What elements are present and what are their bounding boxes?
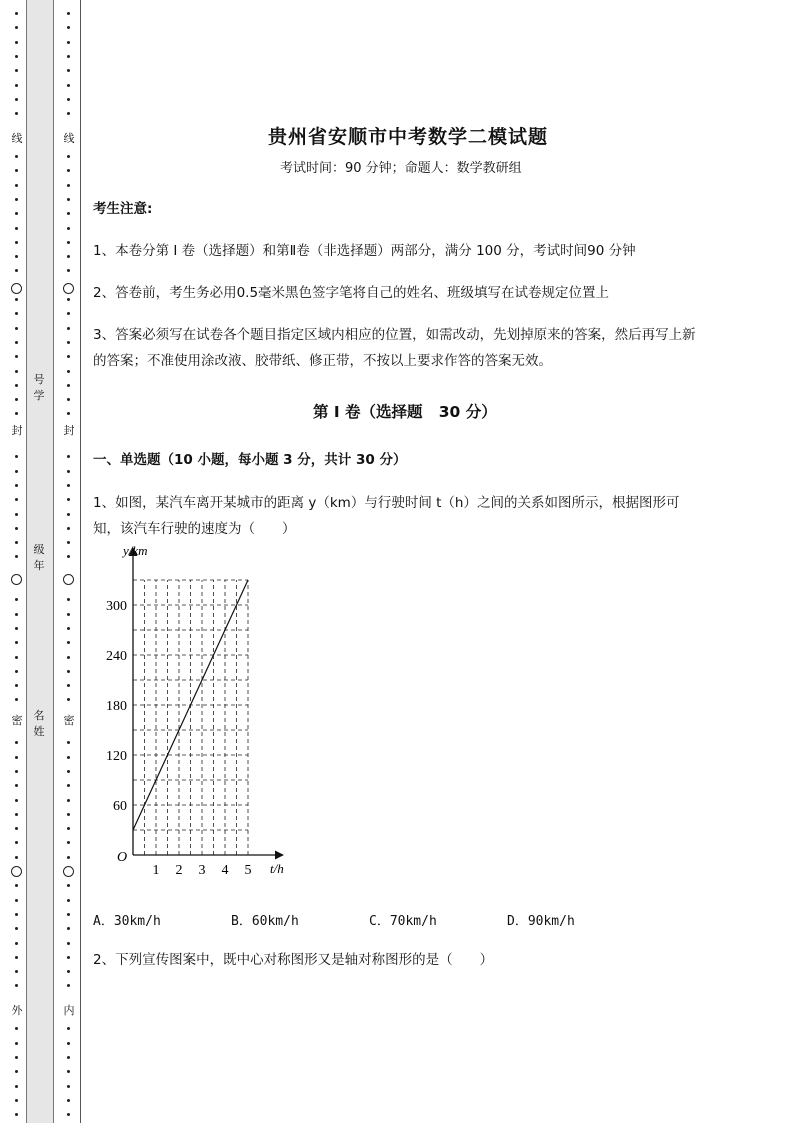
name-label [26, 708, 52, 740]
x-tick-label: 3 [198, 863, 206, 878]
seal-dot [67, 756, 70, 759]
seal-circle [11, 574, 22, 585]
question-1-options [93, 910, 653, 929]
seal-dot [15, 412, 18, 415]
origin-label: O [117, 850, 128, 865]
seal-dot [67, 69, 70, 72]
seal-dot [15, 12, 18, 15]
seal-dot [15, 455, 18, 458]
seal-dot [67, 455, 70, 458]
seal-dot [15, 212, 18, 215]
seal-dot [15, 470, 18, 473]
label-char: 姓 [33, 725, 45, 738]
seal-circle [11, 283, 22, 294]
seal-dot [67, 484, 70, 487]
seal-dot [15, 1027, 18, 1030]
seal-dot [15, 227, 18, 230]
seal-dot [15, 1070, 18, 1073]
seal-dot [67, 899, 70, 902]
y-tick-label: 300 [106, 599, 127, 614]
seal-dot [15, 970, 18, 973]
seal-dot [15, 69, 18, 72]
seal-dot [67, 384, 70, 387]
part-heading: 一、单选题（10 小题，每小题 3 分，共计 30 分） [93, 452, 407, 468]
seal-dot [67, 913, 70, 916]
seal-dot [15, 41, 18, 44]
seal-dot [15, 198, 18, 201]
seal-circle [63, 866, 74, 877]
seal-dot [67, 670, 70, 673]
notice-item-1: 1、本卷分第 I 卷（选择题）和第Ⅱ卷（非选择题）两部分，满分 100 分，考试时间90 分钟 [93, 243, 636, 259]
seal-dot [67, 370, 70, 373]
seal-dot [67, 970, 70, 973]
question-2-line-1: 2、下列宣传图案中，既中心对称图形又是轴对称图形的是（ ） [93, 952, 494, 968]
seal-dot [67, 884, 70, 887]
seal-dot [15, 984, 18, 987]
seal-dot [15, 255, 18, 258]
seal-dot [15, 927, 18, 930]
seal-dot [67, 684, 70, 687]
seal-dot [67, 169, 70, 172]
option-d[interactable]: D．90km/h [507, 914, 575, 929]
option-b[interactable]: B．60km/h [231, 914, 299, 929]
notice-item-2: 2、答卷前，考生务必用0.5毫米黑色签字笔将自己的姓名、班级填写在试卷规定位置上 [93, 285, 610, 301]
seal-dot [67, 398, 70, 401]
seal-dot [67, 327, 70, 330]
seal-dot [15, 784, 18, 787]
seal-dot [15, 298, 18, 301]
student-number-label [26, 372, 52, 404]
question-1-line-1: 1、如图，某汽车离开某城市的距离 y（km）与行驶时间 t（h）之间的关系如图所示，根据图形可 [93, 495, 680, 511]
seal-dot [15, 26, 18, 29]
seal-dot [67, 627, 70, 630]
seal-dot [67, 555, 70, 558]
x-tick-label: 4 [221, 863, 229, 878]
seal-dot [67, 927, 70, 930]
seal-dot [15, 1056, 18, 1059]
seal-label: 内 [63, 1004, 75, 1017]
seal-dot [15, 813, 18, 816]
notice-item-3-cont: 的答案；不准使用涂改液、胶带纸、修正带，不按以上要求作答的答案无效。 [93, 353, 552, 369]
notice-heading: 考生注意: [93, 201, 153, 217]
seal-dot [67, 255, 70, 258]
seal-dot [67, 527, 70, 530]
seal-dot [67, 312, 70, 315]
x-tick-label: 2 [175, 863, 183, 878]
seal-dot [67, 841, 70, 844]
seal-dot [15, 841, 18, 844]
label-char: 学 [33, 389, 45, 402]
exam-title: 贵州省安顺市中考数学二模试题 [268, 126, 549, 148]
seal-dot [15, 884, 18, 887]
seal-dot [67, 1056, 70, 1059]
seal-dot [15, 942, 18, 945]
seal-dot [15, 641, 18, 644]
seal-dot [67, 1070, 70, 1073]
seal-dot [67, 155, 70, 158]
y-tick-label: 120 [106, 749, 127, 764]
seal-dot [15, 84, 18, 87]
seal-circle [63, 574, 74, 585]
seal-dot [15, 184, 18, 187]
seal-dot [67, 355, 70, 358]
seal-dot [15, 55, 18, 58]
seal-dot [15, 398, 18, 401]
label-char: 级 [33, 543, 45, 556]
binding-margin [0, 0, 82, 1123]
seal-dot [15, 856, 18, 859]
notice-item-3: 3、答案必须写在试卷各个题目指定区域内相应的位置，如需改动，先划掉原来的答案，然后再写上新 [93, 327, 696, 343]
seal-dot [67, 269, 70, 272]
seal-dot [15, 1113, 18, 1116]
seal-dot [15, 541, 18, 544]
seal-dot [67, 770, 70, 773]
x-tick-label: 1 [152, 863, 160, 878]
seal-circle [11, 866, 22, 877]
seal-dot [15, 241, 18, 244]
option-a[interactable]: A．30km/h [93, 914, 161, 929]
seal-dot [15, 370, 18, 373]
y-axis-label: y/km [123, 543, 148, 558]
x-tick-label: 5 [244, 863, 252, 878]
seal-dot [67, 1027, 70, 1030]
seal-dot [15, 327, 18, 330]
seal-dot [15, 498, 18, 501]
question-1-line-2: 知，该汽车行驶的速度为（ ） [93, 521, 296, 537]
seal-dot [15, 627, 18, 630]
exam-subtitle: 考试时间：90 分钟；命题人：数学教研组 [280, 161, 522, 176]
seal-dot [67, 784, 70, 787]
seal-label: 密 [11, 714, 23, 727]
label-char: 年 [33, 559, 45, 572]
seal-dot [67, 84, 70, 87]
seal-dot [15, 155, 18, 158]
seal-dot [67, 942, 70, 945]
seal-dot [15, 1085, 18, 1088]
seal-dot [67, 12, 70, 15]
grade-label [26, 542, 52, 574]
seal-dot [15, 384, 18, 387]
seal-dot [67, 1042, 70, 1045]
seal-dot [15, 770, 18, 773]
seal-dot [15, 698, 18, 701]
seal-circle [63, 283, 74, 294]
seal-dot [15, 799, 18, 802]
seal-dot [15, 513, 18, 516]
seal-dot [67, 613, 70, 616]
seal-dot [67, 241, 70, 244]
seal-dot [15, 1042, 18, 1045]
y-tick-label: 60 [113, 799, 127, 814]
seal-dot [67, 184, 70, 187]
seal-dot [15, 341, 18, 344]
seal-label: 封 [63, 424, 75, 437]
option-c[interactable]: C．70km/h [369, 914, 437, 929]
seal-dot [67, 1113, 70, 1116]
seal-dot [15, 913, 18, 916]
tick-labels [106, 599, 252, 878]
seal-dot [15, 484, 18, 487]
seal-dot [67, 112, 70, 115]
seal-dot [67, 541, 70, 544]
seal-dot [67, 656, 70, 659]
seal-dot [67, 470, 70, 473]
x-axis-label: t/h [270, 861, 284, 876]
seal-dot [15, 670, 18, 673]
seal-label: 外 [11, 1004, 23, 1017]
seal-dot [15, 684, 18, 687]
seal-dot [67, 741, 70, 744]
label-char: 名 [33, 709, 45, 722]
seal-dot [15, 355, 18, 358]
seal-dot [15, 112, 18, 115]
seal-label: 线 [63, 132, 75, 145]
seal-dot [67, 984, 70, 987]
outer-seal-line [10, 0, 24, 1123]
seal-dot [67, 856, 70, 859]
margin-rule [80, 0, 81, 1123]
seal-dot [15, 741, 18, 744]
seal-dot [67, 1085, 70, 1088]
seal-dot [67, 698, 70, 701]
seal-dot [67, 598, 70, 601]
section-title: 第 I 卷（选择题 30 分） [313, 403, 497, 421]
seal-dot [67, 827, 70, 830]
label-char: 号 [33, 373, 45, 386]
distance-time-chart [96, 543, 296, 882]
seal-dot [67, 298, 70, 301]
seal-dot [67, 26, 70, 29]
seal-dot [67, 198, 70, 201]
seal-dot [67, 412, 70, 415]
seal-dot [15, 656, 18, 659]
seal-dot [67, 641, 70, 644]
seal-dot [67, 55, 70, 58]
seal-dot [15, 756, 18, 759]
inner-seal-line [62, 0, 76, 1123]
seal-dot [15, 956, 18, 959]
seal-dot [15, 169, 18, 172]
seal-dot [67, 227, 70, 230]
seal-dot [15, 598, 18, 601]
chart-grid [133, 580, 248, 855]
seal-dot [67, 341, 70, 344]
seal-dot [15, 527, 18, 530]
seal-dot [67, 956, 70, 959]
seal-dot [67, 513, 70, 516]
seal-label: 线 [11, 132, 23, 145]
seal-dot [15, 613, 18, 616]
seal-dot [67, 1099, 70, 1102]
seal-dot [15, 1099, 18, 1102]
y-tick-label: 240 [106, 649, 127, 664]
seal-dot [67, 498, 70, 501]
seal-label: 密 [63, 714, 75, 727]
seal-dot [15, 555, 18, 558]
seal-dot [15, 269, 18, 272]
seal-dot [15, 827, 18, 830]
seal-dot [67, 41, 70, 44]
seal-label: 封 [11, 424, 23, 437]
seal-dot [67, 799, 70, 802]
seal-dot [67, 212, 70, 215]
seal-dot [67, 813, 70, 816]
seal-dot [15, 899, 18, 902]
seal-dot [15, 312, 18, 315]
seal-dot [67, 98, 70, 101]
y-tick-label: 180 [106, 699, 127, 714]
seal-dot [15, 98, 18, 101]
